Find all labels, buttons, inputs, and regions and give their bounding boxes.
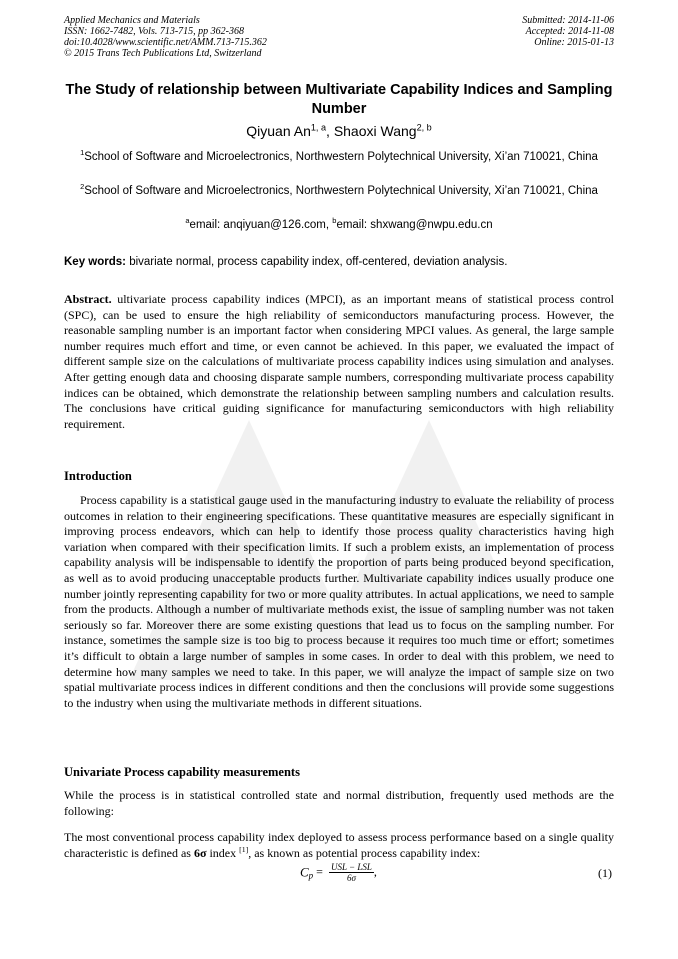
submitted-date: Submitted: 2014-11-06: [522, 15, 614, 26]
journal-issn: ISSN: 1662-7482, Vols. 713-715, pp 362-368: [64, 26, 244, 37]
affiliation-2-sup: 2: [80, 182, 85, 192]
equation-1: [300, 862, 377, 883]
online-date: Online: 2015-01-13: [534, 37, 614, 48]
p2-text-b: index: [206, 845, 240, 860]
paper-title: The Study of relationship between Multivariate Capability Indices and Sampling Number: [65, 82, 613, 117]
univariate-heading: Univariate Process capability measurements: [64, 765, 300, 779]
email-b-sup: b: [332, 216, 337, 226]
author-separator: ,: [326, 123, 334, 139]
keywords: [64, 256, 614, 268]
journal-doi: doi:10.4028/www.scientific.net/AMM.713-715.362: [64, 37, 267, 48]
email-line: [64, 216, 614, 231]
affiliation-1-text: School of Software and Microelectronics, Northwestern Polytechnical University, Xi’an 710021, China: [84, 151, 598, 163]
equation-denominator: 6σ: [346, 873, 356, 883]
equation-fraction: [329, 862, 374, 883]
equation-equals: =: [313, 864, 326, 879]
journal-copyright: © 2015 Trans Tech Publications Ltd, Switzerland: [64, 48, 262, 59]
affiliation-2-text: School of Software and Microelectronics, Northwestern Polytechnical University, Xi’an 710021, China: [84, 185, 598, 197]
equation-lhs-sub: p: [308, 870, 314, 881]
affiliation-2: [64, 184, 614, 200]
equation-number: (1): [598, 866, 612, 880]
equation-trail: ,: [373, 864, 377, 879]
header-left: [64, 15, 267, 59]
abstract-text: ultivariate process capability indices (MPCI), as an important means of statistical process control (SPC), can be used to ensure the high reliability of semiconductors manufacturing process. However, the reasonable sampling number is an important factor when considering MPCI values. As general, the large sample number requires much effort and time, or even cannot be achieved. In this paper, we evaluated the impact of different sample size on the calculations of multivariate process capability indices using simulation and analyses. After getting enough data and choosing disparate sample numbers, corresponding multivariate process capability indices can be obtained, which demonstrate the relationship between sampling numbers and calculation results. The conclusions have critical guiding significance for manufacturing semiconductors with high reliability requirement.: [64, 292, 614, 431]
email-b: email: shxwang@nwpu.edu.cn: [336, 219, 493, 231]
equation-lhs: C: [300, 864, 309, 880]
author-2-sup: 2, b: [416, 122, 432, 133]
introduction-text: Process capability is a statistical gauge used in the manufacturing industry to evaluate the reliability of process outcomes in relation to their engineering specifications. These quantitative measures are especially significant in improving process endeavors, which can help to identify those process quality characteristics having high variation when compared with their specification limits. If such a problem exists, an implementation of process capability analysis will be indispensable to identify the proportion of parts being produced beyond specification, as well as to avoid producing unacceptable products further. Multivariate capability indices usually produce one number jointly representing capability for two or more quality attributes. In actual applications, we need to sample from the products. Although a number of multivariate methods exist, the issue of sampling number was not taken seriously so far. Moreover there are some existing questions that lead us to focus on the sampling number. For instance, sometimes the sample size is too big to process because it requires too much time or effort; sometimes it’s difficult to obtain a large number of samples in some cases. In order to deal with this problem, we need to determine how many samples we need to take. In this paper, we will analyze the impact of sample size on two spatial multivariate process indices in different conditions and then the conclusions will provide some suggestions to the industry when using the multivariate methods in different situations.: [64, 493, 614, 710]
affiliation-1: [64, 150, 614, 166]
affiliation-1-sup: 1: [80, 148, 85, 158]
equation-numerator: USL − LSL: [330, 862, 372, 872]
keywords-text: bivariate normal, process capability index, off-centered, deviation analysis.: [126, 256, 508, 268]
abstract-label: Abstract.: [64, 292, 112, 306]
accepted-date: Accepted: 2014-11-08: [525, 26, 614, 37]
email-a: email: anqiyuan@126.com,: [189, 219, 333, 231]
journal-name: Applied Mechanics and Materials: [64, 15, 200, 26]
p2-text-a: The most conventional process capability index deployed to assess process performance based on a single quality characteristic is defined as: [64, 830, 614, 860]
univariate-paragraph-1: While the process is in statistical controlled state and normal distribution, frequently used methods are the following:: [64, 788, 614, 818]
p2-sigma: 6σ: [193, 845, 207, 860]
keywords-label: Key words:: [64, 256, 126, 268]
p2-text-c: , as known as potential process capability index:: [248, 845, 481, 860]
email-a-sup: a: [185, 216, 190, 226]
p2-citation: [1]: [239, 844, 249, 854]
author-2: Shaoxi Wang: [333, 123, 417, 139]
author-line: [64, 123, 614, 139]
introduction-heading: Introduction: [64, 469, 132, 483]
abstract: [64, 292, 614, 432]
univariate-paragraph-2: [64, 830, 614, 861]
header-right: [522, 15, 614, 48]
author-1: Qiyuan An: [246, 123, 311, 139]
author-1-sup: 1, a: [310, 122, 327, 133]
